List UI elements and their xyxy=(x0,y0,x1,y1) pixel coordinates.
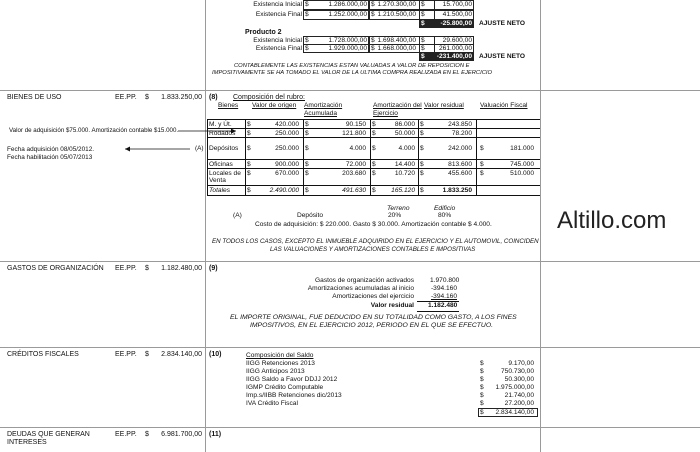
ef-value-2: 1.210.500,00 xyxy=(377,11,416,18)
top-note-line-2: IMPOSITIVAMENTE SE HA TOMADO EL VALOR DE LA ULTIMA COMPRA REALIZADA EN EL EJERCICIO xyxy=(212,70,493,76)
currency-sign: $ xyxy=(421,1,425,8)
creditos-amount: 2.834.140,00 xyxy=(161,351,202,358)
altillo-watermark: Altillo.com xyxy=(557,207,667,234)
currency-sign: $ xyxy=(145,94,149,101)
credito-item-label: IVA Crédito Fiscal xyxy=(246,400,298,407)
bienes-de-uso-amount: 1.833.250,00 xyxy=(161,94,202,101)
terreno-pct: 20% xyxy=(388,212,402,219)
edificio-label: Edificio xyxy=(434,205,456,212)
currency-sign: $ xyxy=(372,145,376,152)
currency-sign: $ xyxy=(247,145,251,152)
currency-sign: $ xyxy=(480,145,484,152)
composicion-rubro-title: Composición del rubro: xyxy=(233,94,305,101)
note-ref-11: (11) xyxy=(209,431,222,438)
bien-name: Locales de Venta xyxy=(209,170,241,184)
note-ref-10: (10) xyxy=(209,351,222,358)
header-valor-origen: Valor de origen xyxy=(252,102,297,109)
currency-sign: $ xyxy=(421,45,425,52)
amort-ejercicio: 50.000 xyxy=(394,130,415,137)
ei2-value-1: 1.728.000,00 xyxy=(328,37,367,44)
ee-pp-ref: EE.PP. xyxy=(115,431,137,438)
ajuste-neto-label-2: AJUSTE NETO xyxy=(479,53,526,60)
valuacion-fiscal: 745.000 xyxy=(510,161,534,168)
ef2-value-1: 1.929.000,00 xyxy=(328,45,367,52)
amort-ejercicio: 14.400 xyxy=(394,161,415,168)
deudas-title-line-1: DEUDAS QUE GENERAN xyxy=(7,431,90,438)
currency-sign: $ xyxy=(420,130,424,137)
note-ref-9: (9) xyxy=(209,265,218,272)
currency-sign: $ xyxy=(371,11,375,18)
gastos-line-label: Amortizaciones del ejercicio xyxy=(332,293,414,300)
header-bienes: Bienes xyxy=(218,102,239,109)
currency-sign: $ xyxy=(480,368,484,375)
terreno-label: Terreno xyxy=(387,205,410,212)
currency-sign: $ xyxy=(420,187,424,194)
total-origen: 2.490.000 xyxy=(269,187,299,194)
costo-adquisicion-note: Costo de adquisición: $ 220.000. Gasto $ 30.000. Amortización contable $ 4.000. xyxy=(255,221,492,228)
bienes-note-line-2: LAS VALUACIONES Y AMORTIZACIONES CONTABLES E IMPOSITIVAS xyxy=(270,246,476,253)
currency-sign: $ xyxy=(480,384,484,391)
valor-residual: 243.850 xyxy=(448,121,472,128)
currency-sign: $ xyxy=(480,392,484,399)
creditos-total: 2.834.140,00 xyxy=(495,409,534,416)
credito-item-value: 1.975.000,00 xyxy=(495,384,534,391)
deudas-title-line-2: INTERESES xyxy=(7,439,47,446)
currency-sign: $ xyxy=(247,121,251,128)
valor-residual: 78.200 xyxy=(451,130,472,137)
ei-value-3: 15.700,00 xyxy=(442,1,472,8)
credito-item-value: 750.730,00 xyxy=(500,368,534,375)
credito-item-label: IIGG Anticipos 2013 xyxy=(246,368,305,375)
currency-sign: $ xyxy=(305,187,309,194)
gastos-line-value: -394.160 xyxy=(430,293,457,300)
mark-a-deposito: (A) xyxy=(233,212,242,219)
currency-sign: $ xyxy=(372,187,376,194)
currency-sign: $ xyxy=(247,130,251,137)
currency-sign: $ xyxy=(420,170,424,177)
header-valuacion-fiscal: Valuación Fiscal xyxy=(480,102,528,109)
valor-residual-label: Valor residual xyxy=(370,302,414,309)
header-amort-ejercicio: Amortización del Ejercicio xyxy=(373,102,422,117)
gastos-organizacion-title: GASTOS DE ORGANIZACIÓN xyxy=(7,265,104,272)
existencia-final-label-2: Existencia Final xyxy=(255,45,302,52)
composicion-saldo-title: Composición del Saldo xyxy=(246,352,314,359)
ei2-value-2: 1.698.400,00 xyxy=(377,37,416,44)
bien-name: Rodados xyxy=(209,130,236,137)
currency-sign: $ xyxy=(305,1,309,8)
existencia-final-label-1: Existencia Final xyxy=(255,11,302,18)
gastos-line-value: -394.160 xyxy=(430,285,457,292)
currency-sign: $ xyxy=(372,121,376,128)
valor-origen: 250.000 xyxy=(275,145,299,152)
valor-residual: 813.600 xyxy=(448,161,472,168)
ef-value-3: 41.500,00 xyxy=(442,11,472,18)
bienes-note-line-1: EN TODOS LOS CASOS, EXCEPTO EL INMUEBLE ADQUIRIDO EN EL EJERCICIO Y EL AUTOMOVIL, COINCIDEN xyxy=(212,238,539,245)
total-ejercicio: 165.120 xyxy=(391,187,415,194)
ee-pp-ref: EE.PP. xyxy=(115,265,137,272)
valuacion-fiscal: 181.000 xyxy=(510,145,534,152)
credito-item-value: 9.170,00 xyxy=(508,360,534,367)
currency-sign: $ xyxy=(305,121,309,128)
existencia-inicial-label-1: Existencia Inicial xyxy=(253,1,302,8)
gastos-note-line-1: EL IMPORTE ORIGINAL, FUE DEDUCIDO EN SU TOTALIDAD COMO GASTO, A LOS FINES xyxy=(230,314,517,321)
valor-residual: 242.000 xyxy=(448,145,472,152)
currency-sign: $ xyxy=(420,121,424,128)
valor-origen: 670.000 xyxy=(275,170,299,177)
amort-acumulada: 90.150 xyxy=(345,121,366,128)
amort-acumulada: 72.000 xyxy=(345,161,366,168)
gastos-note-line-2: IMPOSITIVOS, EN EL EJERCICIO 2012, PERIODO EN EL QUE SE EFECTUO. xyxy=(250,322,493,329)
valor-residual-value: 1.182.480 xyxy=(428,302,458,309)
bien-name: Oficinas xyxy=(209,161,233,168)
currency-sign: $ xyxy=(145,351,149,358)
valor-origen: 250.000 xyxy=(275,130,299,137)
top-note-line-1: CONTABLEMENTE LAS EXISTENCIAS ESTAN VALUADAS A VALOR DE REPOSICION E xyxy=(234,63,470,69)
currency-sign: $ xyxy=(372,130,376,137)
currency-sign: $ xyxy=(305,170,309,177)
currency-sign: $ xyxy=(372,161,376,168)
credito-item-label: IIGG Saldo a Favor DDJJ 2012 xyxy=(246,376,338,383)
currency-sign: $ xyxy=(305,145,309,152)
amort-ejercicio: 4.000 xyxy=(398,145,415,152)
amort-acumulada: 4.000 xyxy=(349,145,366,152)
deudas-amount: 6.981.700,00 xyxy=(161,431,202,438)
currency-sign: $ xyxy=(480,170,484,177)
currency-sign: $ xyxy=(305,11,309,18)
currency-sign: $ xyxy=(305,37,309,44)
credito-item-label: Imp.s/IIBB Retenciones dic/2013 xyxy=(246,392,342,399)
credito-item-value: 21.740,00 xyxy=(504,392,534,399)
currency-sign: $ xyxy=(305,130,309,137)
ei2-value-3: 29.600,00 xyxy=(442,37,472,44)
credito-item-label: IGMP Crédito Computable xyxy=(246,384,324,391)
valor-origen: 420.000 xyxy=(275,121,299,128)
currency-sign: $ xyxy=(247,170,251,177)
currency-sign: $ xyxy=(305,45,309,52)
currency-sign: $ xyxy=(305,161,309,168)
amort-acumulada: 121.800 xyxy=(342,130,366,137)
currency-sign: $ xyxy=(145,265,149,272)
ef2-value-2: 1.668.000,00 xyxy=(377,45,416,52)
currency-sign: $ xyxy=(247,161,251,168)
header-valor-residual: Valor residual xyxy=(424,102,464,109)
valor-residual: 455.600 xyxy=(448,170,472,177)
deposito-label: Depósito xyxy=(297,212,324,219)
currency-sign: $ xyxy=(372,170,376,177)
bien-name: M. y Út. xyxy=(209,121,232,128)
currency-sign: $ xyxy=(480,400,484,407)
gastos-line-label: Gastos de organización activados xyxy=(315,277,414,284)
ajuste-neto-label-1: AJUSTE NETO xyxy=(479,20,526,27)
currency-sign: $ xyxy=(247,187,251,194)
currency-sign: $ xyxy=(480,161,484,168)
total-residual: 1.833.250 xyxy=(442,187,472,194)
currency-sign: $ xyxy=(371,45,375,52)
edificio-pct: 80% xyxy=(438,212,452,219)
gastos-amount: 1.182.480,00 xyxy=(161,265,202,272)
currency-sign: $ xyxy=(421,11,425,18)
mark-a-left: (A) xyxy=(195,145,204,152)
currency-sign: $ xyxy=(480,376,484,383)
credito-item-value: 27.200,00 xyxy=(504,400,534,407)
ee-pp-ref: EE.PP. xyxy=(115,351,137,358)
totales-label: Totales xyxy=(209,187,231,194)
diff-value-1: -25.800,00 xyxy=(440,20,472,27)
fecha-habilitacion-note: Fecha habilitación 05/07/2013 xyxy=(7,154,93,161)
currency-sign: $ xyxy=(480,409,484,416)
gastos-line-label: Amortizaciones acumuladas al inicio xyxy=(307,285,414,292)
note-ref-8: (8) xyxy=(209,94,218,101)
gastos-line-value: 1.970.800 xyxy=(430,277,460,284)
existencia-inicial-label-2: Existencia Inicial xyxy=(253,37,302,44)
amort-ejercicio: 86.000 xyxy=(394,121,415,128)
currency-sign: $ xyxy=(421,37,425,44)
valuacion-fiscal: 510.000 xyxy=(510,170,534,177)
creditos-fiscales-title: CRÉDITOS FISCALES xyxy=(7,351,79,358)
ee-pp-ref: EE.PP. xyxy=(115,94,137,101)
credito-item-label: IIGG Retenciones 2013 xyxy=(246,360,315,367)
valor-adquisicion-note: Valor de adquisición $75.000. Amortización contable $15.000. xyxy=(9,127,179,134)
producto-2-heading: Producto 2 xyxy=(245,29,282,36)
credito-item-value: 50.300,00 xyxy=(504,376,534,383)
currency-sign: $ xyxy=(420,161,424,168)
ei-value-2: 1.270.300,00 xyxy=(377,1,416,8)
ef2-value-3: 261.000,00 xyxy=(438,45,472,52)
bienes-de-uso-title: BIENES DE USO xyxy=(7,94,62,101)
amort-acumulada: 203.680 xyxy=(342,170,366,177)
currency-sign: $ xyxy=(421,53,425,60)
currency-sign: $ xyxy=(420,145,424,152)
amort-ejercicio: 10.720 xyxy=(394,170,415,177)
ei-value-1: 1.286.000,00 xyxy=(328,1,367,8)
bien-name: Depósitos xyxy=(209,145,239,152)
currency-sign: $ xyxy=(371,1,375,8)
currency-sign: $ xyxy=(480,360,484,367)
header-amort-acumulada: Amortización Acumulada xyxy=(304,102,343,117)
currency-sign: $ xyxy=(145,431,149,438)
fecha-adquisicion-note: Fecha adquisición 08/05/2012. xyxy=(7,146,95,153)
ef-value-1: 1.252.000,00 xyxy=(328,11,367,18)
valor-origen: 900.000 xyxy=(275,161,299,168)
currency-sign: $ xyxy=(371,37,375,44)
currency-sign: $ xyxy=(421,20,425,27)
diff-value-2: -231.400,00 xyxy=(436,53,472,60)
total-acumulada: 491.630 xyxy=(342,187,366,194)
